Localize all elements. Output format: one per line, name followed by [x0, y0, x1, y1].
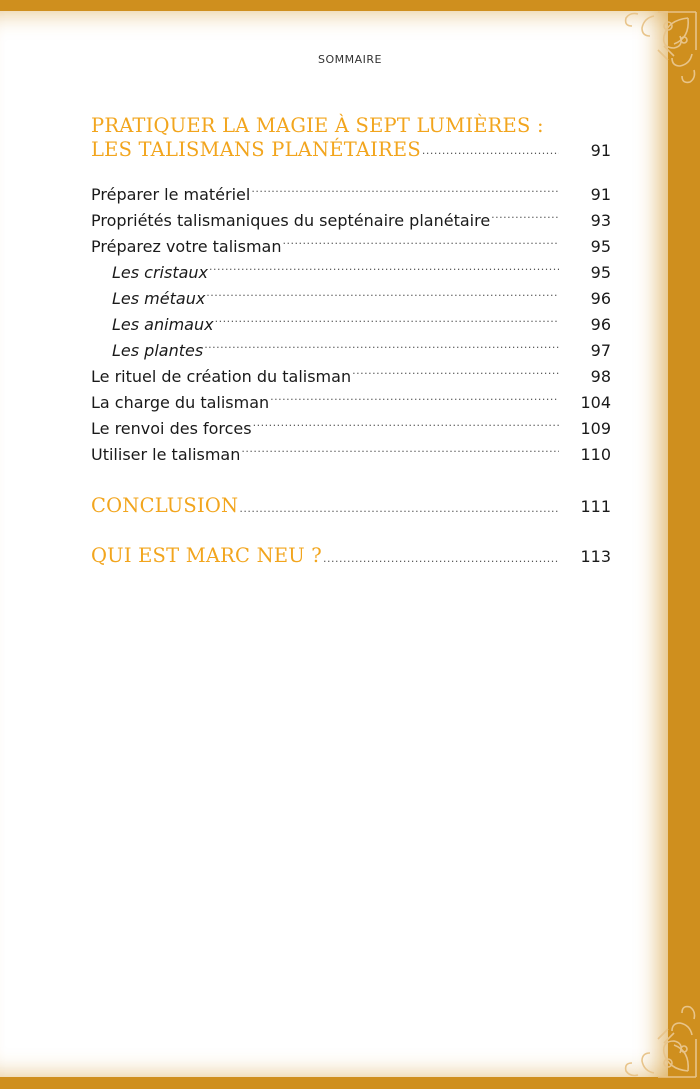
conclusion-page-number: 111 [580, 497, 611, 516]
dot-leader [204, 332, 559, 358]
toc-part-conclusion [91, 492, 611, 520]
entry-page-number: 109 [580, 419, 611, 438]
toc-subentry: Les animaux ..... 96 [91, 312, 611, 338]
dot-leader [251, 176, 559, 202]
toc-entry: Le rituel de création du talisman ..... 98 [91, 364, 611, 390]
toc-entry: Préparer le matériel ..... 91 [91, 182, 611, 208]
entry-page-number: 98 [590, 367, 611, 386]
entry-page-number: 110 [580, 445, 611, 464]
toc-subentry: Les plantes ..... 97 [91, 338, 611, 364]
table-of-contents [91, 114, 611, 570]
corner-ornament-bottom-icon [598, 979, 698, 1079]
entry-page-number: 93 [590, 211, 611, 230]
entry-page-number: 96 [590, 315, 611, 334]
entry-page-number: 104 [580, 393, 611, 412]
dot-leader [491, 202, 559, 228]
corner-ornament-top-icon [598, 10, 698, 110]
part-title-row [91, 138, 611, 162]
dot-leader [206, 280, 559, 306]
dot-leader [253, 410, 559, 436]
author-page-number: 113 [580, 547, 611, 566]
dot-leader [282, 228, 559, 254]
toc-entry: Propriétés talismaniques du septénaire planétaire ..... 93 [91, 208, 611, 234]
toc-entry: La charge du talisman ..... 104 [91, 390, 611, 416]
dot-leader [209, 254, 559, 280]
toc-subentry: Les cristaux ..... 95 [91, 260, 611, 286]
dot-leader [215, 306, 559, 332]
toc-entry: Préparez votre talisman ..... 95 [91, 234, 611, 260]
entry-page-number: 96 [590, 289, 611, 308]
dot-leader [239, 502, 559, 515]
toc-subentry: Les métaux ..... 96 [91, 286, 611, 312]
dot-leader [323, 552, 559, 565]
toc-part-author [91, 542, 611, 570]
author-title: QUI EST MARC NEU ? [91, 544, 322, 567]
toc-entry: Le renvoi des forces ..... 109 [91, 416, 611, 442]
conclusion-title: CONCLUSION [91, 494, 239, 517]
dot-leader [270, 384, 559, 410]
entry-page-number: 95 [590, 263, 611, 282]
dot-leader [241, 436, 559, 462]
dot-leader [352, 358, 559, 384]
toc-entry: Utiliser le talisman ..... 110 [91, 442, 611, 468]
entry-page-number: 95 [590, 237, 611, 256]
running-head: SOMMAIRE [318, 53, 382, 66]
entry-page-number: 97 [590, 341, 611, 360]
part-title-line-1: PRATIQUER LA MAGIE À SEPT LUMIÈRES : [91, 114, 544, 137]
toc-entries [91, 182, 611, 468]
entry-page-number: 91 [590, 185, 611, 204]
part-title-line-2: LES TALISMANS PLANÉTAIRES [91, 138, 421, 161]
toc-part-talismans [91, 114, 611, 162]
part-page-number: 91 [590, 141, 611, 160]
dot-leader [422, 144, 559, 157]
